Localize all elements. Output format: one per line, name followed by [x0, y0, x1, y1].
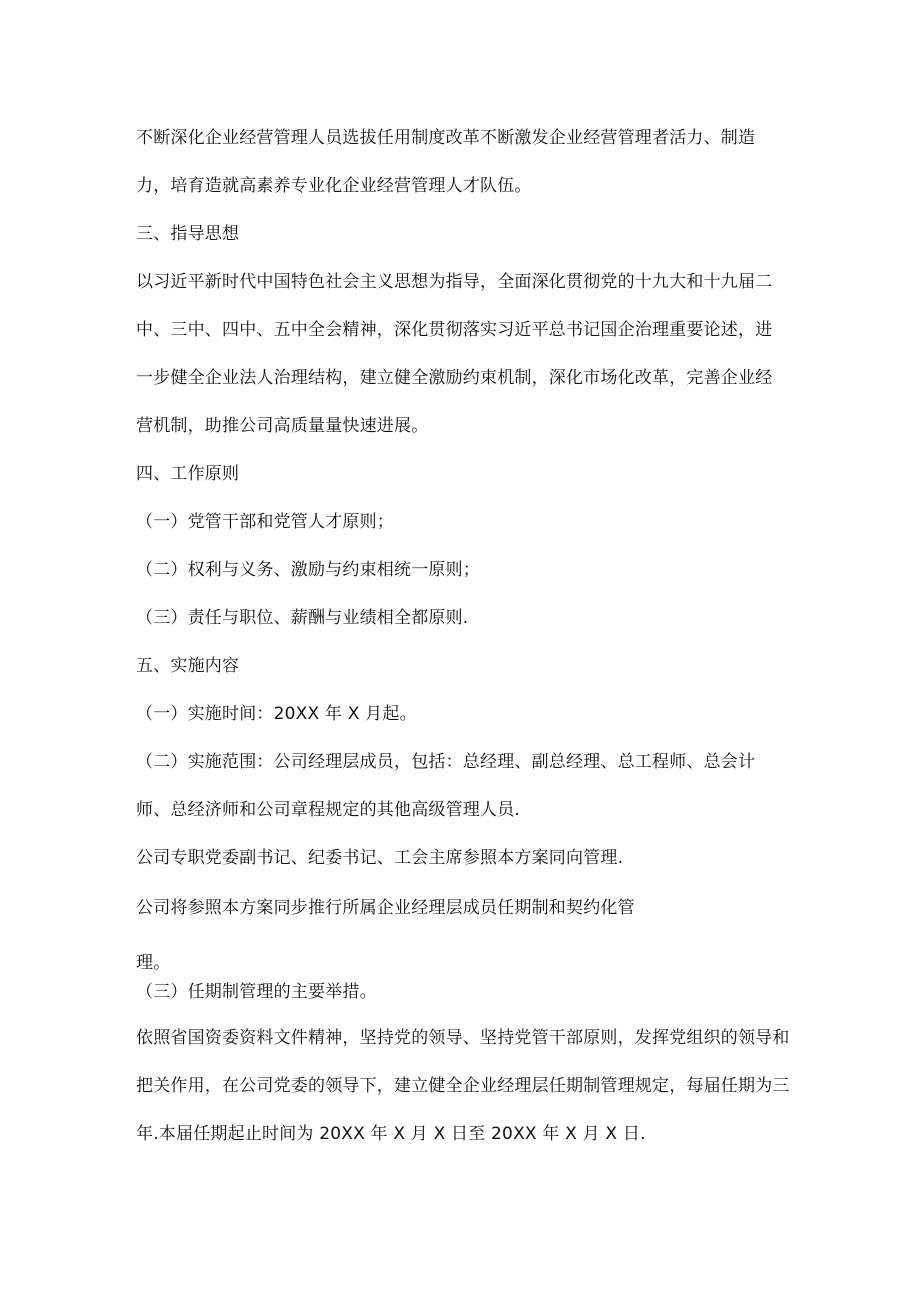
- section-heading-guiding-ideology: 三、指导思想: [136, 224, 240, 244]
- paragraph-line: 一步健全企业法人治理结构，建立健全激励约束机制，深化市场化改革，完善企业经: [136, 368, 773, 388]
- list-item: （三）任期制管理的主要举措。: [136, 982, 377, 1002]
- section-heading-work-principles: 四、工作原则: [136, 464, 240, 484]
- paragraph-line: 营机制，助推公司高质量量快速进展。: [136, 416, 429, 436]
- list-item: （一）党管干部和党管人才原则；: [136, 512, 394, 532]
- list-item: （二）实施范围：公司经理层成员，包括：总经理、副总经理、总工程师、总会计: [136, 752, 756, 772]
- paragraph-line: 理。: [136, 953, 171, 973]
- list-item: （一）实施时间：20XX 年 X 月起。: [136, 704, 417, 724]
- paragraph-line: 力，培育造就高素养专业化企业经营管理人才队伍。: [136, 176, 532, 196]
- section-heading-implementation: 五、实施内容: [136, 656, 240, 676]
- list-item: （三）责任与职位、薪酬与业绩相全都原则.: [136, 608, 469, 628]
- paragraph-line: 年.本届任期起止时间为 20XX 年 X 月 X 日至 20XX 年 X 月 X 日.: [136, 1124, 646, 1144]
- paragraph-line: 不断深化企业经营管理人员选拔任用制度改革不断激发企业经营管理者活力、制造: [136, 128, 756, 148]
- paragraph-line: 公司将参照本方案同步推行所属企业经理层成员任期制和契约化管: [136, 898, 635, 918]
- list-item: （二）权利与义务、激励与约束相统一原则；: [136, 560, 480, 580]
- paragraph-line: 师、总经济师和公司章程规定的其他高级管理人员.: [136, 800, 521, 820]
- paragraph-line: 以习近平新时代中国特色社会主义思想为指导，全面深化贯彻党的十九大和十九届二: [136, 272, 773, 292]
- paragraph-line: 依照省国资委资料文件精神，坚持党的领导、坚持党管干部原则，发挥党组织的领导和: [136, 1028, 790, 1048]
- paragraph-line: 中、三中、四中、五中全会精神，深化贯彻落实习近平总书记国企治理重要论述，进: [136, 320, 773, 340]
- paragraph-line: 把关作用，在公司党委的领导下，建立健全企业经理层任期制管理规定，每届任期为三: [136, 1076, 790, 1096]
- paragraph-line: 公司专职党委副书记、纪委书记、工会主席参照本方案同向管理.: [136, 848, 624, 868]
